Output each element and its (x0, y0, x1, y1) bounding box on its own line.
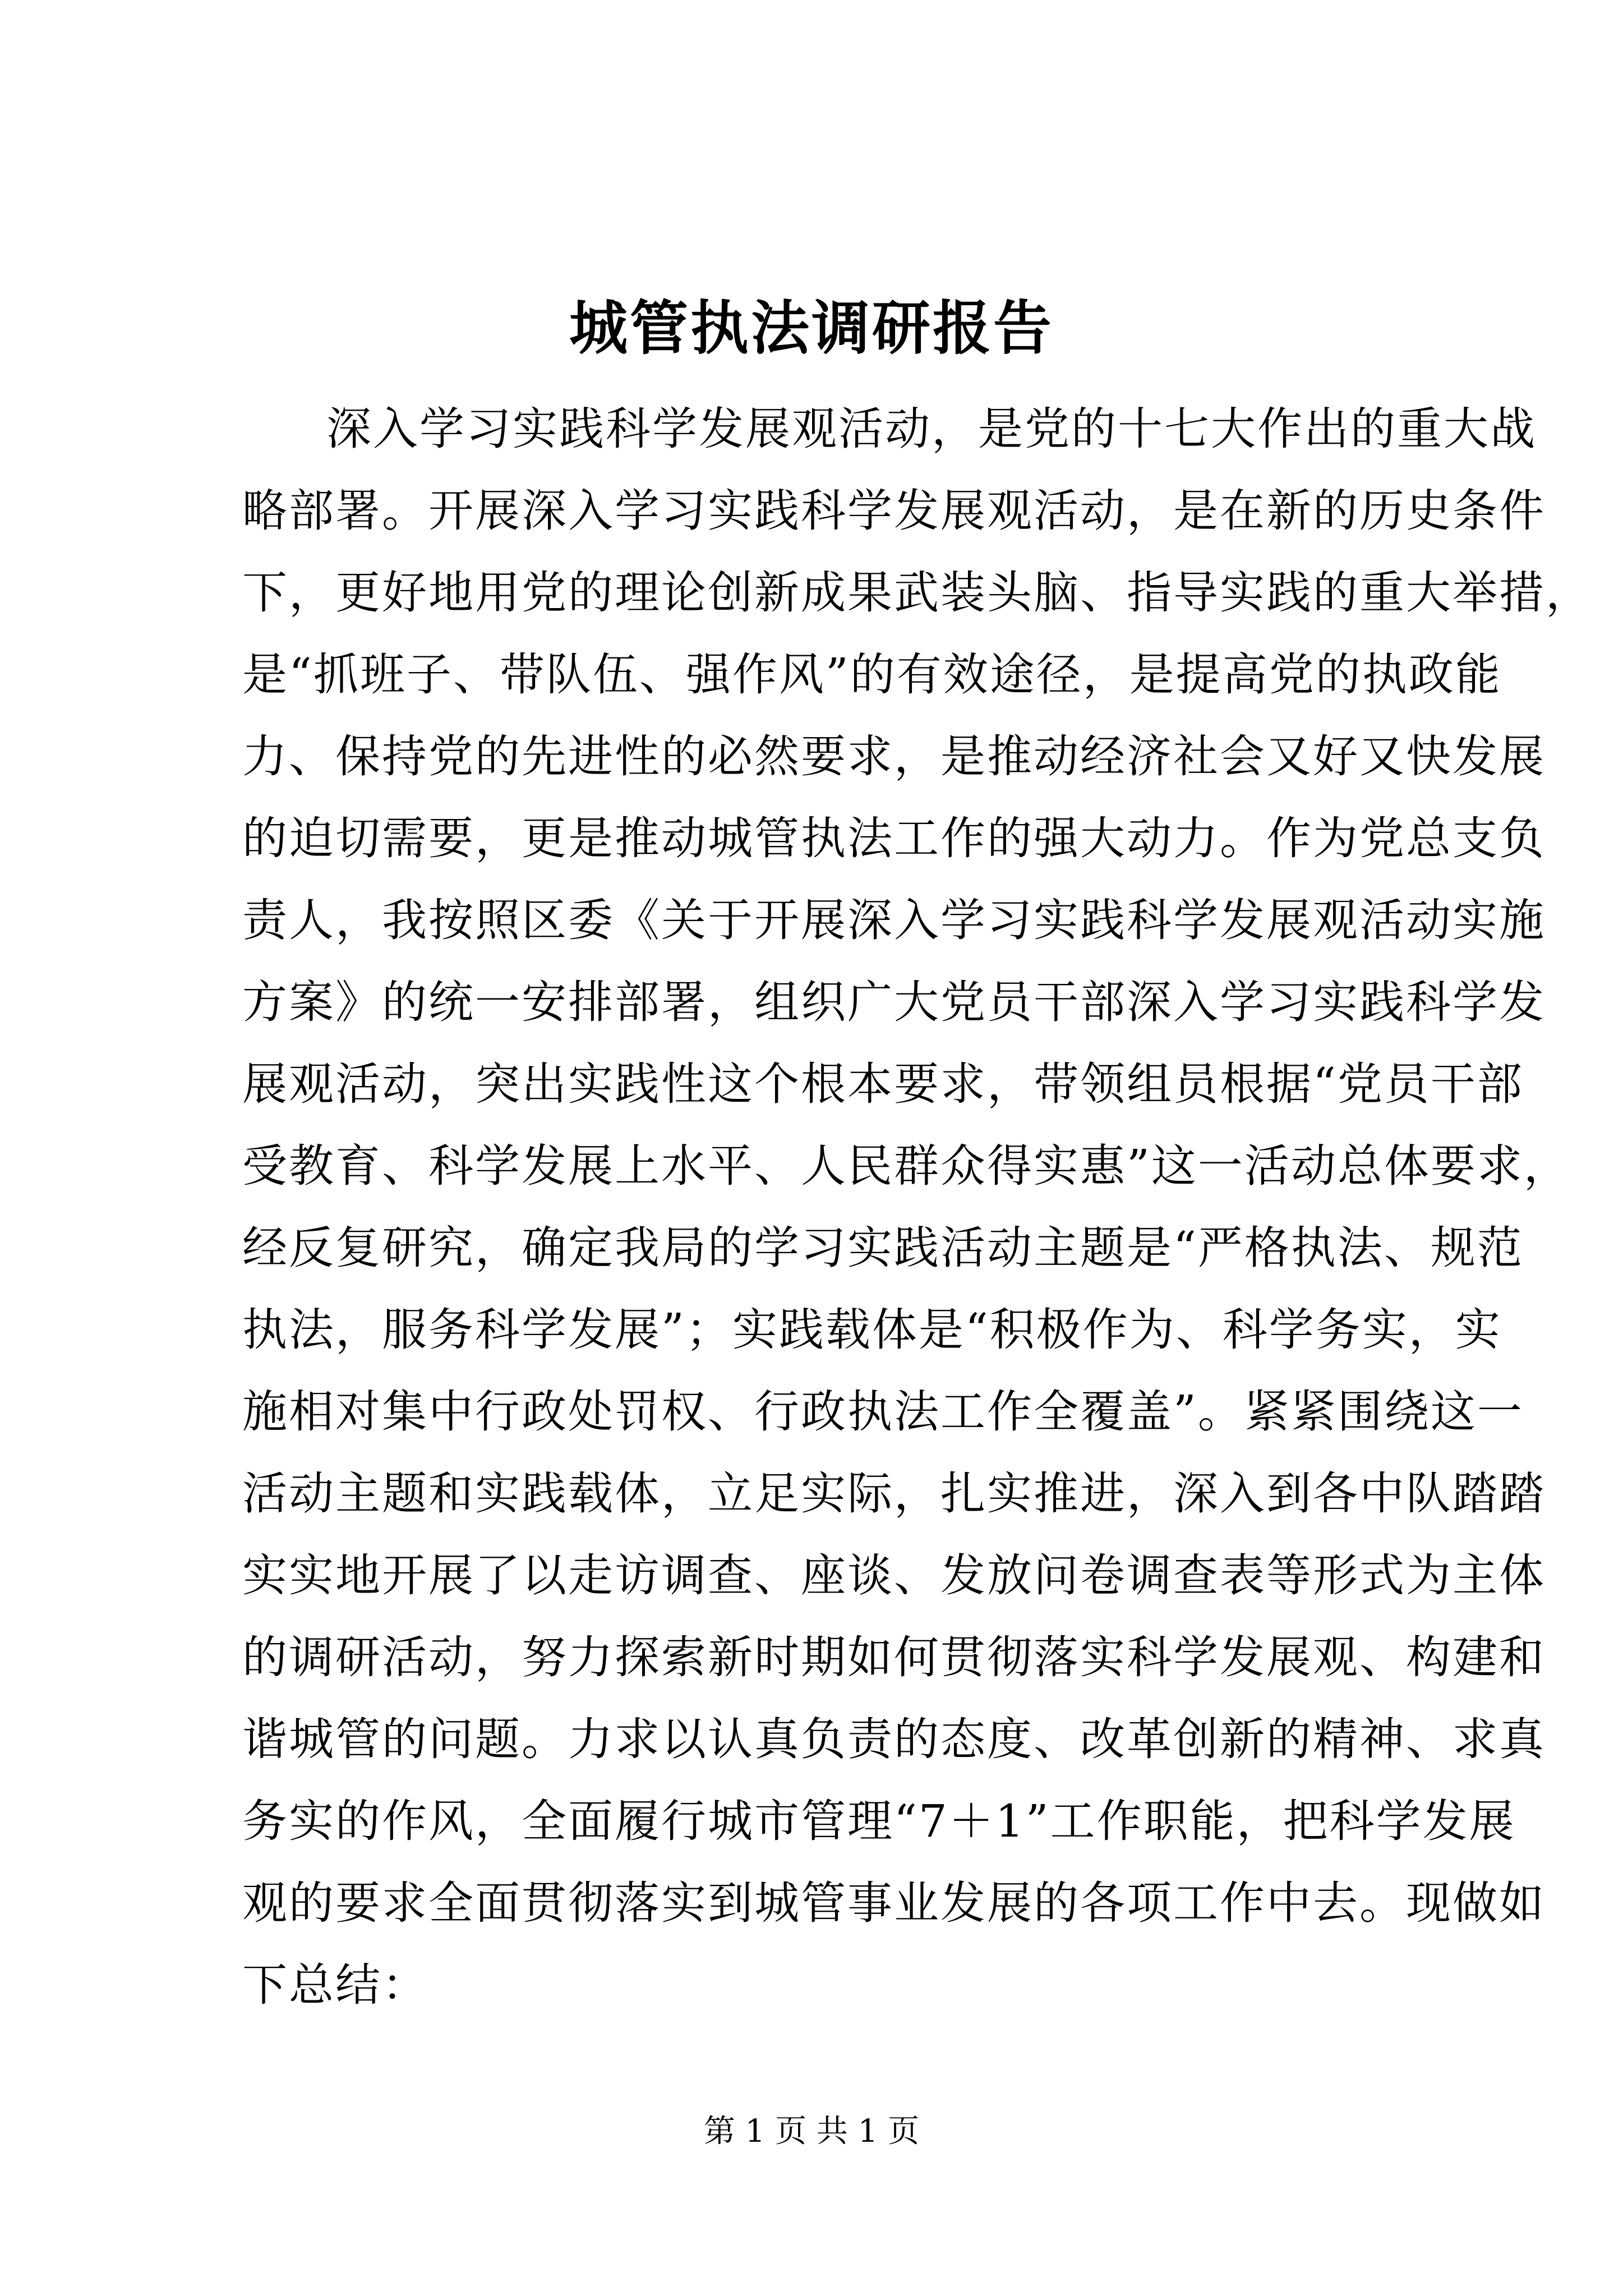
paragraph-line: 受教育、科学发展上水平、人民群众得实惠”这一活动总体要求， (242, 1140, 1570, 1192)
paragraph-line: 下总结： (242, 1959, 428, 2011)
paragraph-line: 的迫切需要，更是推动城管执法工作的强大动力。作为党总支负 (242, 812, 1546, 864)
document-title: 城管执法调研报告 (569, 293, 1054, 362)
paragraph-line: 观的要求全面贯彻落实到城管事业发展的各项工作中去。现做如 (242, 1877, 1546, 1929)
paragraph-line: 的调研活动，努力探索新时期如何贯彻落实科学发展观、构建和 (242, 1631, 1546, 1683)
paragraph-line: 实实地开展了以走访调查、座谈、发放问卷调查表等形式为主体 (242, 1549, 1546, 1602)
paragraph-line: 责人，我按照区委《关于开展深入学习实践科学发展观活动实施 (242, 894, 1546, 946)
paragraph-line: 下，更好地用党的理论创新成果武装头脑、指导实践的重大举措， (242, 567, 1592, 619)
paragraph-line: 谐城管的问题。力求以认真负责的态度、改革创新的精神、求真 (242, 1713, 1546, 1765)
body-paragraph (242, 388, 1592, 2026)
paragraph-line: 略部署。开展深入学习实践科学发展观活动，是在新的历史条件 (242, 485, 1546, 537)
paragraph-line: 执法，服务科学发展”；实践载体是“积极作为、科学务实，实 (242, 1304, 1502, 1356)
paragraph-line: 务实的作风，全面履行城市管理“7＋1”工作职能，把科学发展 (242, 1795, 1516, 1847)
page-footer: 第 1 页 共 1 页 (703, 2113, 920, 2150)
paragraph-line: 活动主题和实践载体，立足实际，扎实推进，深入到各中队踏踏 (242, 1467, 1546, 1520)
paragraph-line: 方案》的统一安排部署，组织广大党员干部深入学习实践科学发 (242, 976, 1546, 1028)
paragraph-line: 经反复研究，确定我局的学习实践活动主题是“严格执法、规范 (242, 1222, 1524, 1274)
paragraph-line: 力、保持党的先进性的必然要求，是推动经济社会又好又快发展 (242, 730, 1546, 783)
paragraph-line: 深入学习实践科学发展观活动，是党的十七大作出的重大战 (326, 403, 1537, 455)
paragraph-line: 施相对集中行政处罚权、行政执法工作全覆盖”。紧紧围绕这一 (242, 1386, 1524, 1438)
paragraph-line: 是“抓班子、带队伍、强作风”的有效途径，是提高党的执政能 (242, 648, 1502, 701)
paragraph-line: 展观活动，突出实践性这个根本要求，带领组员根据“党员干部 (242, 1058, 1524, 1110)
